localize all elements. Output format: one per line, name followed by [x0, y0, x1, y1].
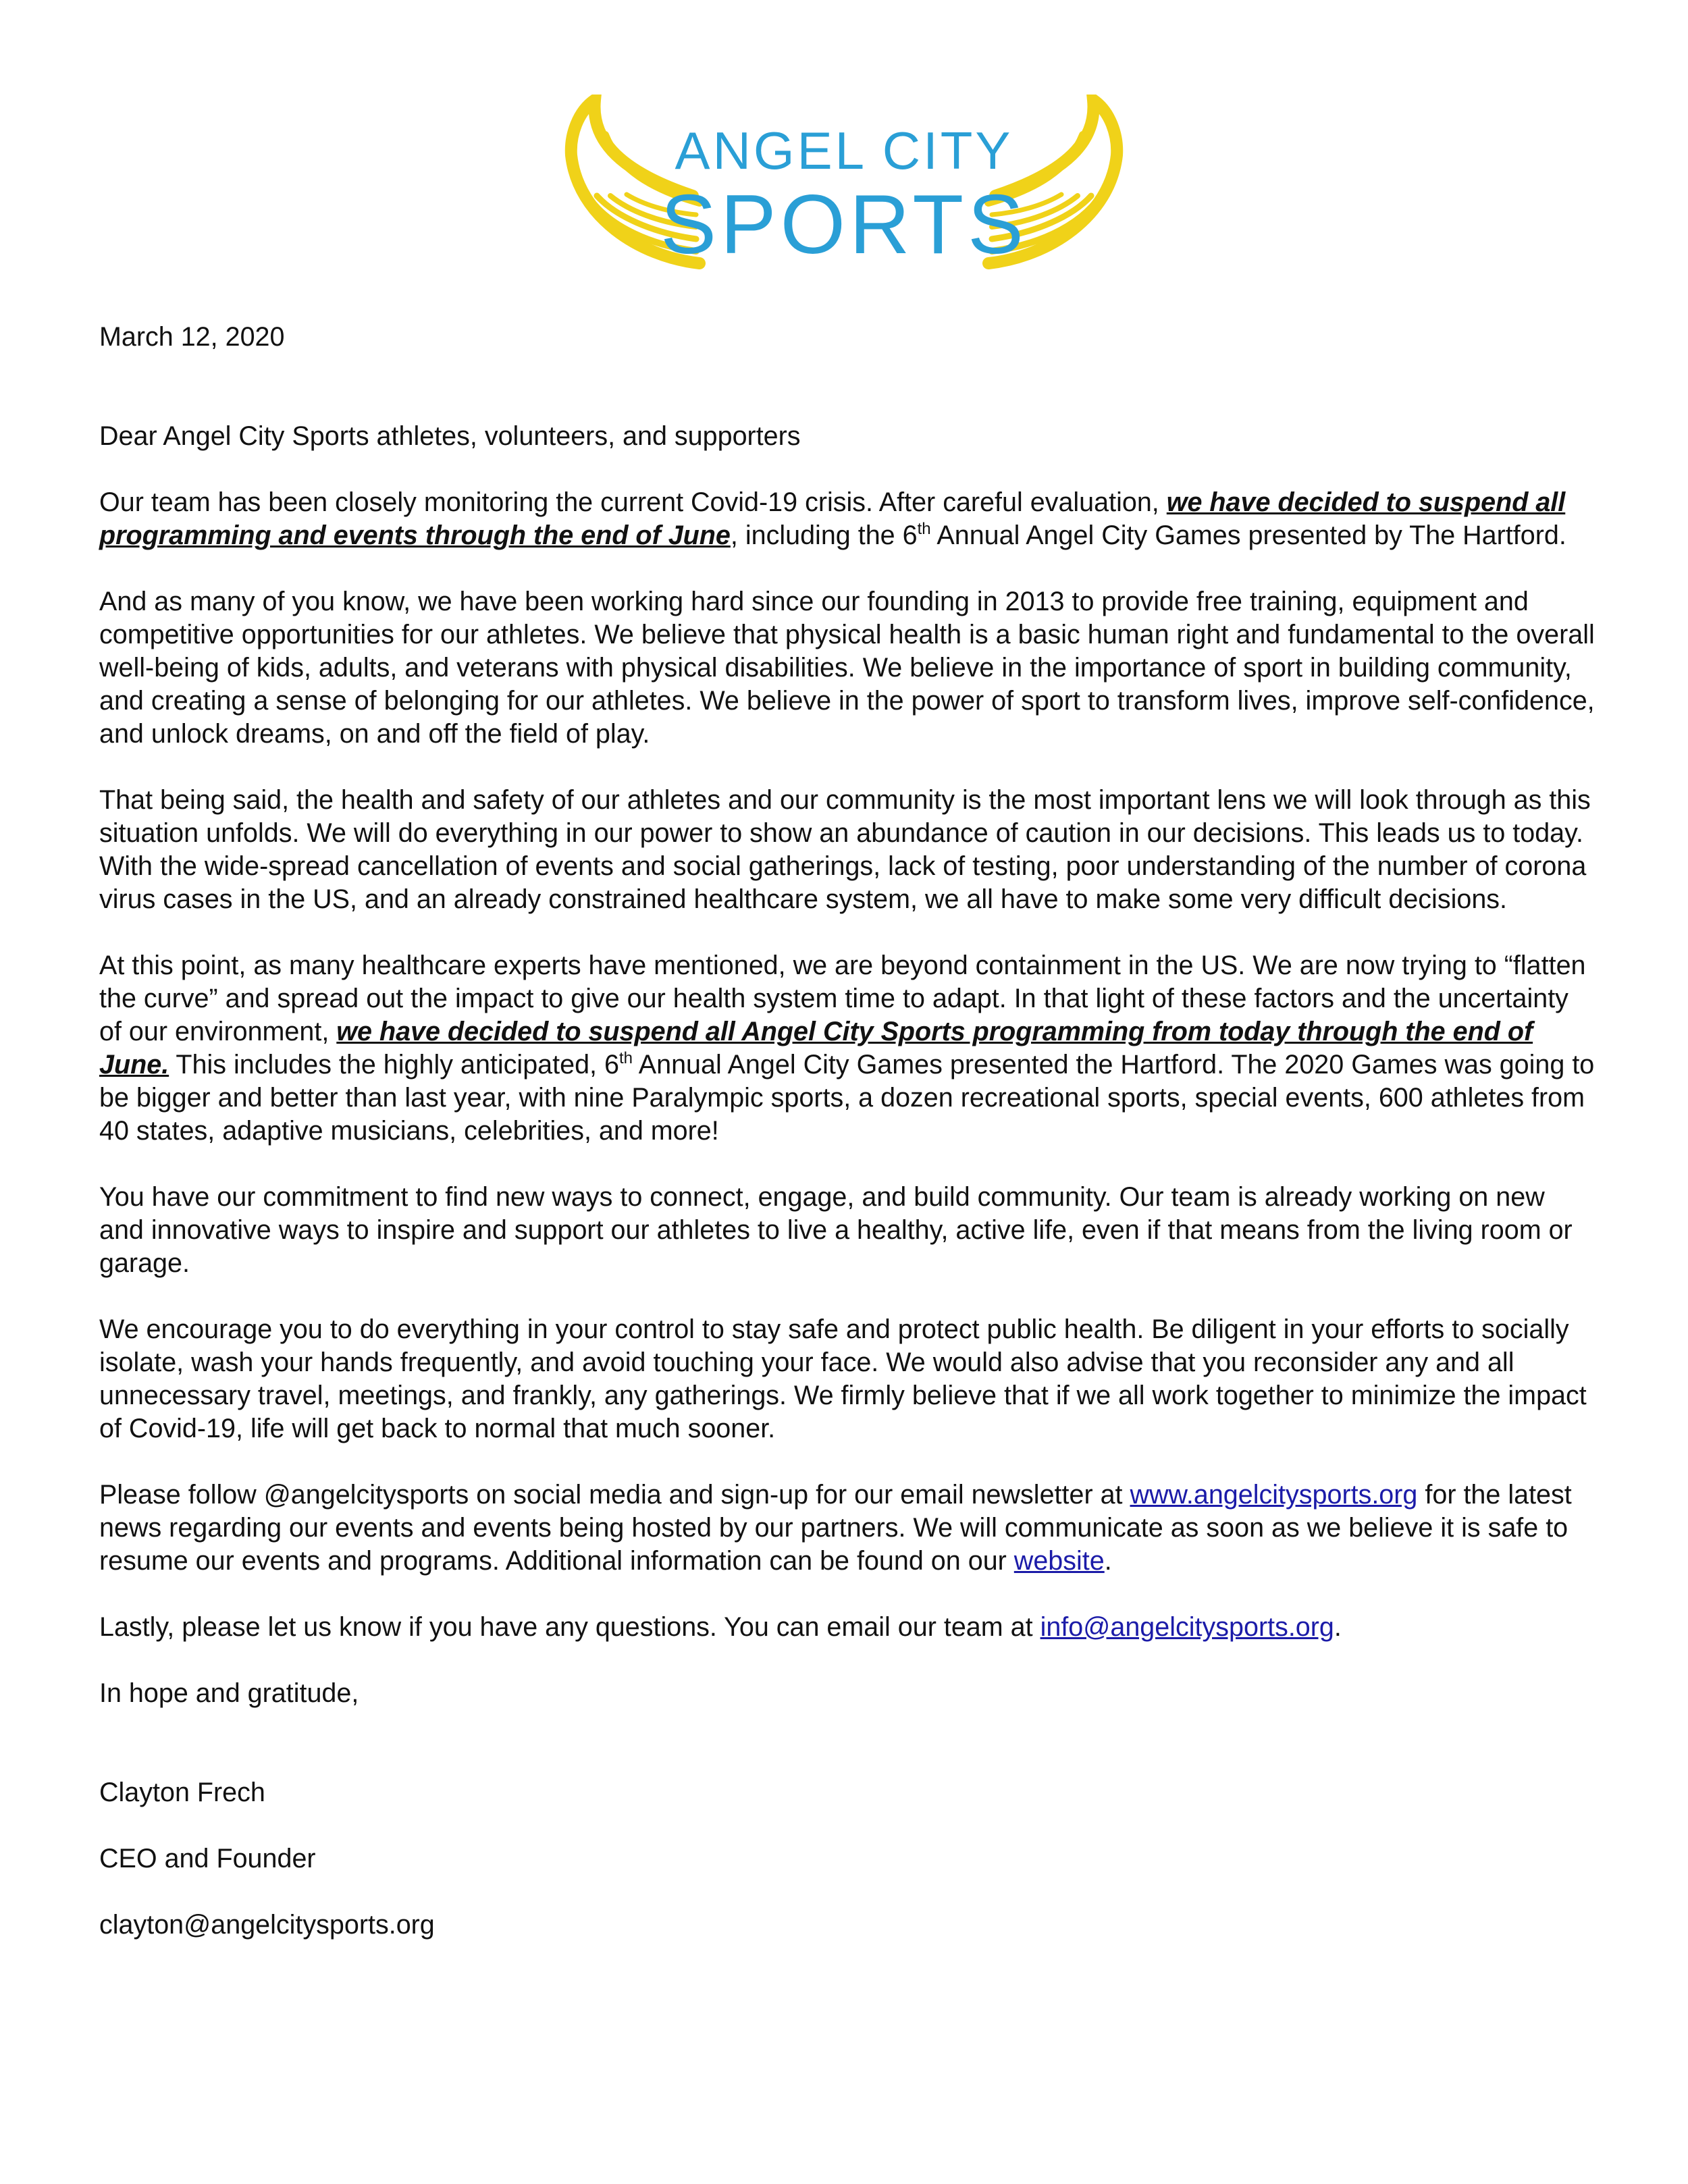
paragraph-3: That being said, the health and safety of our athletes and our community is the most important lens we will look through as this situation unfolds. We will do everything in our power to show an abundance of caution in our decisions. This leads us to today. With the wide-spread cancellation of events and social gatherings, lack of testing, poor understanding of the number of corona virus cases in the US, and an already constrained healthcare system, we all have to make some very difficult decisions.: [99, 785, 1591, 914]
paragraph-5: You have our commitment to find new ways to connect, engage, and build community. Our team is already working on new and innovative ways to inspire and support our athletes to live a healthy, active life, even if that means from the living room or garage.: [99, 1182, 1573, 1278]
salutation: Dear Angel City Sports athletes, volunteers, and supporters: [99, 421, 801, 451]
paragraph-6: We encourage you to do everything in your control to stay safe and protect public health. Be diligent in your efforts to socially isolate, wash your hands frequently, and avoid touching your face. We would also advise that you reconsider any and all unnecessary travel, meetings, and frankly, any gatherings. We firmly believe that if we all work together to minimize the impact of Covid-19, life will get back to normal that much sooner.: [99, 1314, 1587, 1443]
website-link[interactable]: website: [1013, 1546, 1105, 1576]
signature-email: clayton@angelcitysports.org: [99, 1910, 435, 1940]
logo-line-1: ANGEL CITY: [675, 121, 1013, 180]
logo-line-2: SPORTS: [660, 178, 1028, 270]
paragraph-2: And as many of you know, we have been working hard since our founding in 2013 to provide free training, equipment and competitive opportunities for our athletes. We believe that physical health is a basic human right and fundamental to the overall well-being of kids, adults, and veterans with physical disabilities. We believe in the importance of sport in building community, and creating a sense of belonging for our athletes. We believe in the power of sport to transform lives, improve self-confidence, and unlock dreams, on and off the field of play.: [99, 587, 1595, 749]
paragraph-8: Lastly, please let us know if you have any questions. You can email our team at info@angelcitysports.org.: [99, 1612, 1342, 1642]
emphasis-suspend-1: we have decided to suspend all programming and events through the end of June: [99, 487, 1566, 550]
signature-title: CEO and Founder: [99, 1844, 316, 1873]
angel-city-sports-logo: [564, 95, 1124, 270]
closing: In hope and gratitude,: [99, 1678, 359, 1708]
letter-body: [99, 321, 1595, 1975]
paragraph-4: At this point, as many healthcare experts have mentioned, we are beyond containment in the US. We are now trying to “flatten the curve” and spread out the impact to give our health system time to adapt. In that light of these factors and the uncertainty of our environment, we have decided to suspend all Angel City Sports programming from today through the end of June. This includes the highly anticipated, 6th Annual Angel City Games presented the Hartford. The 2020 Games was going to be bigger and better than last year, with nine Paralympic sports, a dozen recreational sports, special events, 600 athletes from 40 states, adaptive musicians, celebrities, and more!: [99, 951, 1595, 1146]
emphasis-suspend-2: we have decided to suspend all Angel City Sports programming from today through the end of June.: [99, 1017, 1533, 1080]
paragraph-1: Our team has been closely monitoring the current Covid-19 crisis. After careful evaluation, we have decided to suspend all programming and events through the end of June, including the 6th Annual Angel City Games presented by The Hartford.: [99, 487, 1566, 550]
letter-date: March 12, 2020: [99, 322, 285, 352]
info-email-link[interactable]: info@angelcitysports.org: [1040, 1612, 1334, 1642]
website-url-link[interactable]: www.angelcitysports.org: [1130, 1480, 1418, 1510]
paragraph-7: Please follow @angelcitysports on social media and sign-up for our email newsletter at www.angelcitysports.org for the latest news regarding our events and events being hosted by our partners. We will communicate as soon as we believe it is safe to resume our events and programs. Additional information can be found on our website.: [99, 1480, 1572, 1576]
signature-name: Clayton Frech: [99, 1778, 265, 1807]
angel-wings-icon: [564, 95, 1124, 270]
